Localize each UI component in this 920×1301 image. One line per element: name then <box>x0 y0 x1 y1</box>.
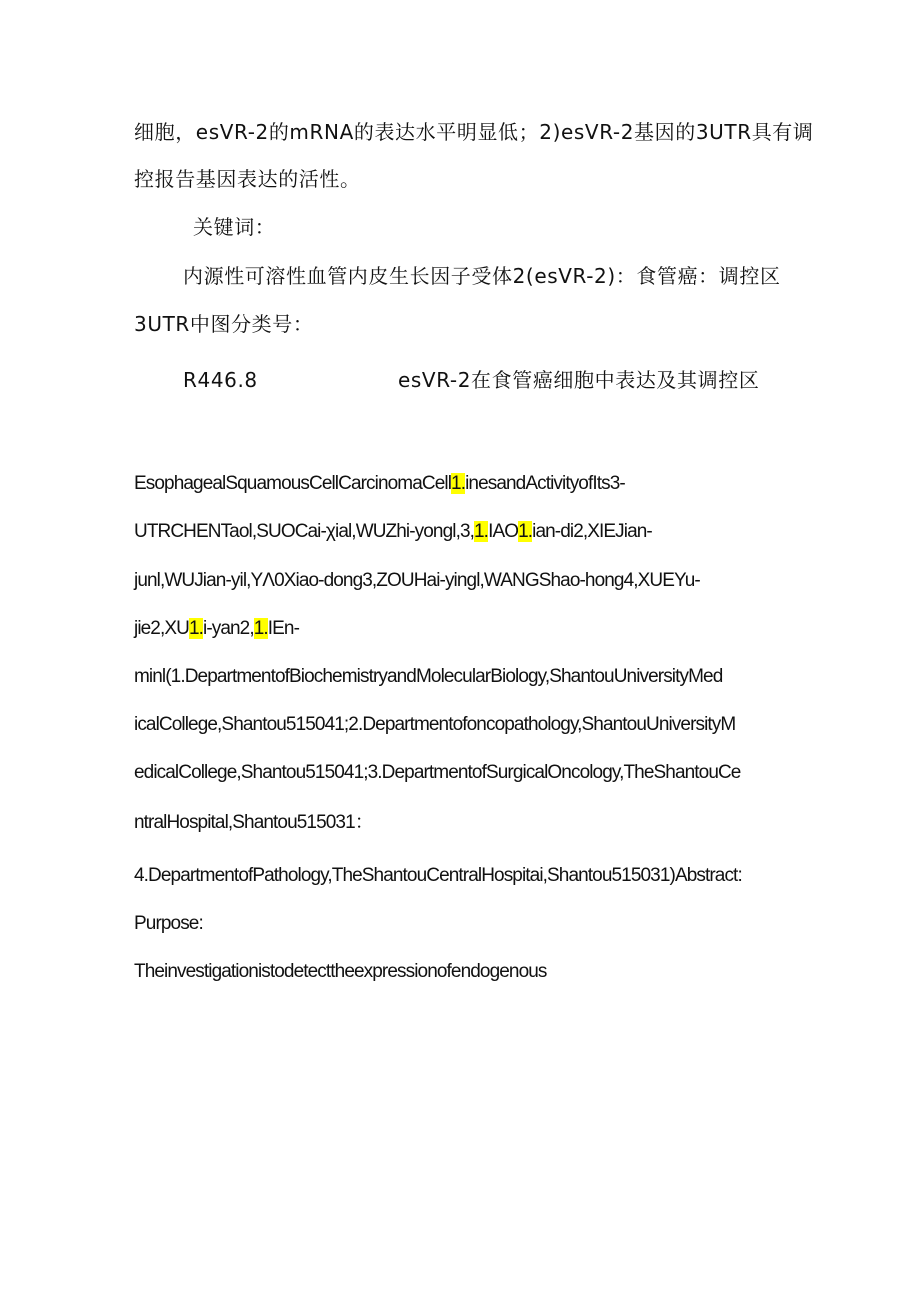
class-number: R446.8 <box>183 368 258 392</box>
keywords-label: 关键词： <box>193 215 276 239</box>
keywords-line-2: 3UTR中图分类号： <box>134 312 314 336</box>
en-affiliation-line-3: edicalCollege,Shantou515041;3.DepartmentofSurgicalOncology,TheShantouCe <box>134 762 741 783</box>
en-abstract-line: Theinvestigationistodetecttheexpressionofendogenous <box>134 961 547 982</box>
highlight-mark: 1. <box>188 618 203 639</box>
class-number-row <box>183 366 760 394</box>
en-title-line-1 <box>134 470 625 498</box>
en-text: EsophagealSquamousCellCarcinomaCell <box>134 473 452 494</box>
en-text: UTRCHENTaol,SUOCai-χial,WUZhi-yongl,3, <box>134 521 475 542</box>
en-text: inesandActivityofIts3- <box>465 473 625 494</box>
en-affiliation-line-2: icalCollege,Shantou515041;2.Departmentofoncopathology,ShantouUniversityM <box>134 714 736 735</box>
en-text: IAO <box>488 521 519 542</box>
en-authors-line-3 <box>134 615 299 643</box>
en-text: IEn- <box>267 618 300 639</box>
highlight-mark: 1. <box>451 473 466 494</box>
en-affiliation-line-5: 4.DepartmentofPathology,TheShantouCentralHospitai,Shantou515031)Abstract: <box>134 865 742 886</box>
en-text: jie2,XU <box>134 618 189 639</box>
cn-title: esVR-2在食管癌细胞中表达及其调控区 <box>398 368 760 392</box>
en-authors-line-2: junl,WUJian-yil,YΛ0Xiao-dong3,ZOUHai-yingl,WANGShao-hong4,XUEYu- <box>134 570 700 591</box>
en-authors-line-1 <box>134 518 652 546</box>
cn-summary-line-1: 细胞，esVR-2的mRNA的表达水平明显低；2)esVR-2基因的3UTR具有调 <box>134 120 814 144</box>
en-affiliation-line-1: minl(1.DepartmentofBiochemistryandMolecularBiology,ShantouUniversityMed <box>134 666 723 687</box>
highlight-mark: 1. <box>253 618 268 639</box>
keywords-line-1: 内源性可溶性血管内皮生长因子受体2(esVR-2)：食管癌：调控区 <box>183 264 781 288</box>
cn-summary-line-2: 控报告基因表达的活性。 <box>134 167 361 191</box>
en-text: ian-di2,XIEJian- <box>532 521 652 542</box>
en-purpose-label: Purpose: <box>134 913 203 934</box>
highlight-mark: 1. <box>518 521 533 542</box>
en-affiliation-line-4: ntralHospital,Shantou515031： <box>134 812 373 833</box>
highlight-mark: 1. <box>474 521 489 542</box>
en-text: i-yan2, <box>203 618 254 639</box>
